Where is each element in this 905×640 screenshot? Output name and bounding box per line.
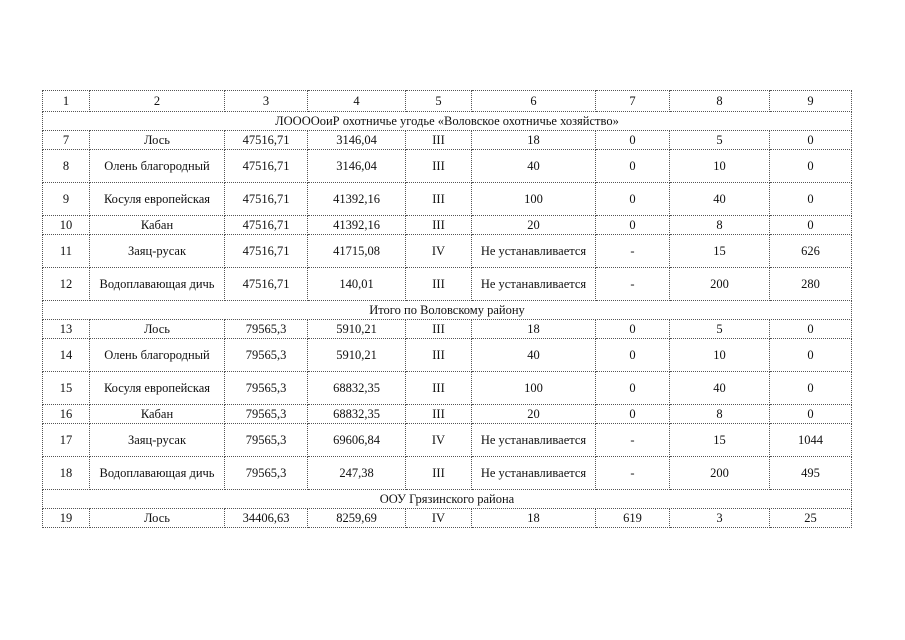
species-name-cell: Заяц-русак: [90, 424, 225, 457]
column-number: 4: [308, 91, 406, 112]
column-number: 3: [225, 91, 308, 112]
min-count-cell: 5: [670, 320, 770, 339]
bonitet-class-cell: III: [406, 339, 472, 372]
area-total-cell: 79565,3: [225, 372, 308, 405]
section-header-row: [43, 112, 852, 131]
row-number-cell: 13: [43, 320, 90, 339]
species-name-cell: Водоплавающая дичь: [90, 268, 225, 301]
quota-value-cell: -: [596, 235, 670, 268]
row-number-cell: 7: [43, 131, 90, 150]
density-norm-cell: 18: [472, 320, 596, 339]
area-total-cell: 79565,3: [225, 424, 308, 457]
area-total-cell: 47516,71: [225, 150, 308, 183]
column-number-row: [43, 91, 852, 112]
area-habitat-cell: 68832,35: [308, 372, 406, 405]
table-row: [43, 131, 852, 150]
area-habitat-cell: 41392,16: [308, 183, 406, 216]
max-count-cell: 0: [770, 131, 852, 150]
quota-value-cell: 0: [596, 405, 670, 424]
table-row: [43, 339, 852, 372]
max-count-cell: 0: [770, 372, 852, 405]
max-count-cell: 0: [770, 150, 852, 183]
density-norm-cell: 18: [472, 509, 596, 528]
quota-value-cell: 0: [596, 320, 670, 339]
row-number-cell: 8: [43, 150, 90, 183]
section-header-row: [43, 490, 852, 509]
area-total-cell: 47516,71: [225, 268, 308, 301]
area-total-cell: 47516,71: [225, 183, 308, 216]
table-row: [43, 457, 852, 490]
quota-value-cell: 0: [596, 372, 670, 405]
row-number-cell: 17: [43, 424, 90, 457]
quota-value-cell: 0: [596, 150, 670, 183]
min-count-cell: 15: [670, 424, 770, 457]
bonitet-class-cell: IV: [406, 424, 472, 457]
quota-value-cell: 619: [596, 509, 670, 528]
species-name-cell: Заяц-русак: [90, 235, 225, 268]
table-row: [43, 235, 852, 268]
area-total-cell: 34406,63: [225, 509, 308, 528]
area-habitat-cell: 8259,69: [308, 509, 406, 528]
max-count-cell: 0: [770, 183, 852, 216]
species-name-cell: Лось: [90, 509, 225, 528]
bonitet-class-cell: III: [406, 268, 472, 301]
min-count-cell: 40: [670, 372, 770, 405]
area-total-cell: 79565,3: [225, 457, 308, 490]
section-title: Итого по Воловскому району: [43, 301, 852, 320]
min-count-cell: 15: [670, 235, 770, 268]
species-name-cell: Олень благородный: [90, 150, 225, 183]
column-number: 5: [406, 91, 472, 112]
row-number-cell: 15: [43, 372, 90, 405]
area-habitat-cell: 3146,04: [308, 131, 406, 150]
quota-value-cell: -: [596, 424, 670, 457]
area-habitat-cell: 41392,16: [308, 216, 406, 235]
max-count-cell: 280: [770, 268, 852, 301]
area-habitat-cell: 69606,84: [308, 424, 406, 457]
section-title: ООУ Грязинского района: [43, 490, 852, 509]
density-norm-cell: Не устанавливается: [472, 457, 596, 490]
quota-value-cell: 0: [596, 216, 670, 235]
bonitet-class-cell: III: [406, 183, 472, 216]
table-row: [43, 424, 852, 457]
species-name-cell: Олень благородный: [90, 339, 225, 372]
max-count-cell: 25: [770, 509, 852, 528]
table-row: [43, 372, 852, 405]
density-norm-cell: 40: [472, 150, 596, 183]
column-number: 7: [596, 91, 670, 112]
max-count-cell: 1044: [770, 424, 852, 457]
area-total-cell: 47516,71: [225, 216, 308, 235]
column-number: 2: [90, 91, 225, 112]
species-name-cell: Косуля европейская: [90, 183, 225, 216]
max-count-cell: 495: [770, 457, 852, 490]
min-count-cell: 3: [670, 509, 770, 528]
area-total-cell: 47516,71: [225, 131, 308, 150]
species-name-cell: Косуля европейская: [90, 372, 225, 405]
density-norm-cell: 40: [472, 339, 596, 372]
max-count-cell: 0: [770, 216, 852, 235]
area-habitat-cell: 41715,08: [308, 235, 406, 268]
section-title: ЛООООоиР охотничье угодье «Воловское охотничье хозяйство»: [43, 112, 852, 131]
max-count-cell: 0: [770, 405, 852, 424]
bonitet-class-cell: IV: [406, 509, 472, 528]
min-count-cell: 40: [670, 183, 770, 216]
area-habitat-cell: 5910,21: [308, 339, 406, 372]
species-name-cell: Кабан: [90, 216, 225, 235]
min-count-cell: 8: [670, 216, 770, 235]
bonitet-class-cell: III: [406, 405, 472, 424]
row-number-cell: 11: [43, 235, 90, 268]
bonitet-class-cell: III: [406, 216, 472, 235]
min-count-cell: 10: [670, 150, 770, 183]
area-total-cell: 79565,3: [225, 405, 308, 424]
column-number: 1: [43, 91, 90, 112]
min-count-cell: 200: [670, 268, 770, 301]
density-norm-cell: Не устанавливается: [472, 268, 596, 301]
max-count-cell: 0: [770, 320, 852, 339]
hunting-quota-table: [42, 90, 852, 528]
density-norm-cell: 18: [472, 131, 596, 150]
species-name-cell: Лось: [90, 320, 225, 339]
bonitet-class-cell: III: [406, 150, 472, 183]
min-count-cell: 5: [670, 131, 770, 150]
row-number-cell: 16: [43, 405, 90, 424]
max-count-cell: 626: [770, 235, 852, 268]
density-norm-cell: Не устанавливается: [472, 424, 596, 457]
min-count-cell: 10: [670, 339, 770, 372]
species-name-cell: Лось: [90, 131, 225, 150]
species-name-cell: Кабан: [90, 405, 225, 424]
row-number-cell: 19: [43, 509, 90, 528]
area-habitat-cell: 68832,35: [308, 405, 406, 424]
area-total-cell: 79565,3: [225, 339, 308, 372]
area-habitat-cell: 140,01: [308, 268, 406, 301]
area-habitat-cell: 247,38: [308, 457, 406, 490]
bonitet-class-cell: IV: [406, 235, 472, 268]
quota-value-cell: -: [596, 268, 670, 301]
quota-value-cell: -: [596, 457, 670, 490]
table-body: [43, 91, 852, 528]
quota-value-cell: 0: [596, 131, 670, 150]
table-row: [43, 509, 852, 528]
table-row: [43, 150, 852, 183]
max-count-cell: 0: [770, 339, 852, 372]
density-norm-cell: Не устанавливается: [472, 235, 596, 268]
area-habitat-cell: 5910,21: [308, 320, 406, 339]
density-norm-cell: 100: [472, 372, 596, 405]
table-row: [43, 268, 852, 301]
column-number: 6: [472, 91, 596, 112]
bonitet-class-cell: III: [406, 320, 472, 339]
quota-value-cell: 0: [596, 183, 670, 216]
table-row: [43, 320, 852, 339]
bonitet-class-cell: III: [406, 372, 472, 405]
column-number: 8: [670, 91, 770, 112]
table-row: [43, 405, 852, 424]
min-count-cell: 200: [670, 457, 770, 490]
table-row: [43, 216, 852, 235]
quota-value-cell: 0: [596, 339, 670, 372]
density-norm-cell: 20: [472, 216, 596, 235]
min-count-cell: 8: [670, 405, 770, 424]
density-norm-cell: 20: [472, 405, 596, 424]
area-total-cell: 79565,3: [225, 320, 308, 339]
row-number-cell: 10: [43, 216, 90, 235]
bonitet-class-cell: III: [406, 457, 472, 490]
density-norm-cell: 100: [472, 183, 596, 216]
species-name-cell: Водоплавающая дичь: [90, 457, 225, 490]
row-number-cell: 18: [43, 457, 90, 490]
area-total-cell: 47516,71: [225, 235, 308, 268]
table-row: [43, 183, 852, 216]
column-number: 9: [770, 91, 852, 112]
section-header-row: [43, 301, 852, 320]
row-number-cell: 14: [43, 339, 90, 372]
bonitet-class-cell: III: [406, 131, 472, 150]
row-number-cell: 9: [43, 183, 90, 216]
row-number-cell: 12: [43, 268, 90, 301]
area-habitat-cell: 3146,04: [308, 150, 406, 183]
